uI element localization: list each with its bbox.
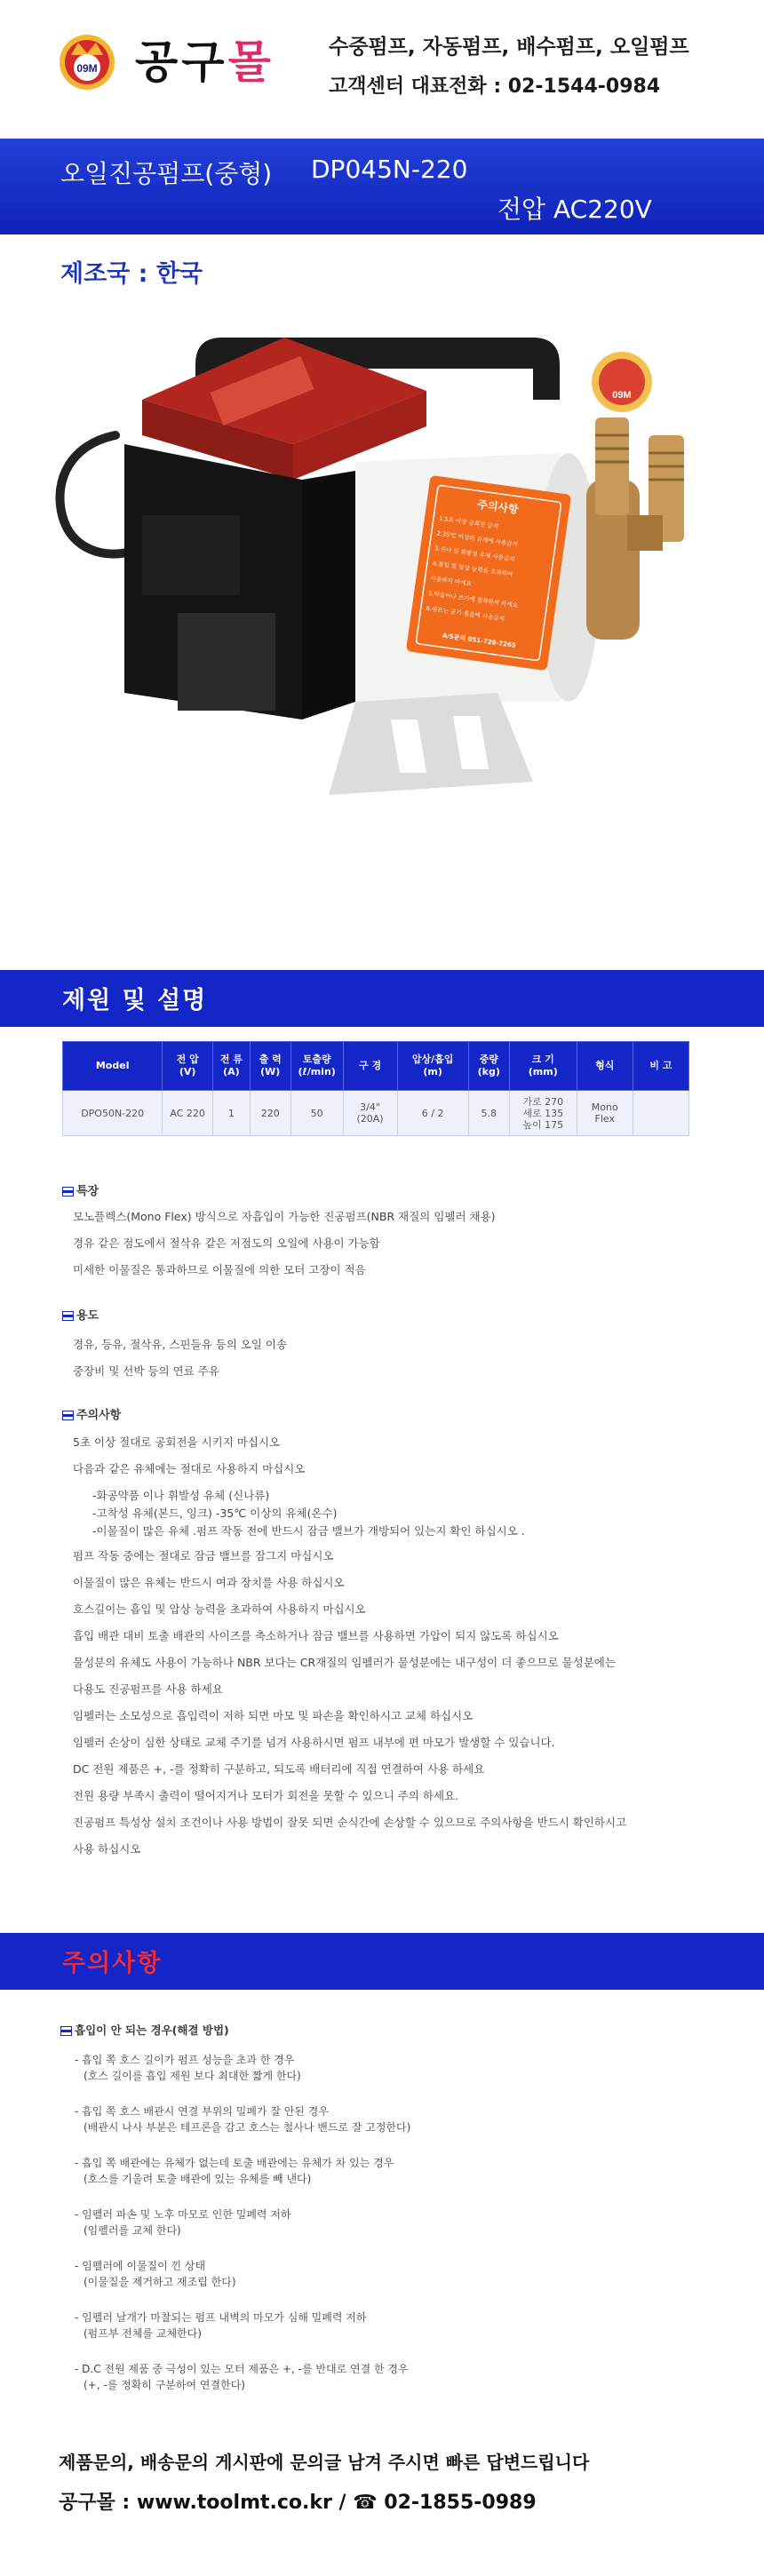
troubleshoot-cause: - D.C 전원 제품 중 극성이 있는 모터 제품은 +, -를 반대로 연결 한 경우 xyxy=(75,2363,409,2375)
spec-cell xyxy=(343,1091,397,1136)
spec-header xyxy=(250,1042,290,1091)
spec-header-line: 전 압 xyxy=(176,1053,199,1065)
troubleshoot-cause: - 흡입 쪽 호스 배관시 연결 부위의 밀폐가 잘 안된 경우 xyxy=(75,2105,329,2118)
spec-table xyxy=(62,1041,689,1136)
label-line: 3.신나 및 휘발성 유체 사용금지 xyxy=(434,545,516,563)
notes-line: 흡입 배관 대비 토출 배관의 사이즈를 축소하거나 잠금 밸브를 사용하면 가압이 되지 않도록 하십시오 xyxy=(73,1629,559,1642)
header-phone: 고객센터 대표전화 : 02-1544-0984 xyxy=(329,76,661,98)
footer-contact[interactable]: 공구몰 : www.toolmt.co.kr / ☎ 02-1855-0989 xyxy=(59,2492,537,2514)
notes-line: 호스길이는 흡입 및 압상 능력을 초과하여 사용하지 마십시오 xyxy=(73,1602,366,1616)
spec-header-line: 비 고 xyxy=(649,1060,672,1071)
spec-cell-line: Flex xyxy=(594,1113,615,1125)
troubleshoot-solution: (배관시 나사 부분은 테프론을 감고 호스는 철사나 밴드로 잘 고정한다) xyxy=(84,2121,411,2134)
features-line: 모노플렉스(Mono Flex) 방식으로 자흡입이 가능한 진공펌프(NBR 재질의 임펠러 채용) xyxy=(73,1210,496,1223)
troubleshoot-solution: (+, -를 정확히 구분하여 연결한다) xyxy=(84,2379,245,2391)
spec-header xyxy=(397,1042,468,1091)
troubleshoot-solution: (임펠러를 교체 한다) xyxy=(84,2224,181,2237)
spec-cell-line: 6 / 2 xyxy=(421,1107,444,1119)
notes-line: 물성분의 유체도 사용이 가능하나 NBR 보다는 CR재질의 임펠러가 물성분에는 내구성이 더 좋으므로 물성분에는 xyxy=(73,1656,616,1669)
troubleshoot-cause: - 흡입 쪽 호스 길이가 펌프 성능을 초과 한 경우 xyxy=(75,2054,295,2066)
product-model: DP045N-220 xyxy=(311,155,468,184)
notes-line: -고착성 유체(본드, 잉크) -35℃ 이상의 유체(온수) xyxy=(92,1507,338,1520)
troubleshoot-cause: - 임펠러에 이물질이 낀 상태 xyxy=(75,2260,206,2272)
spec-header-row xyxy=(63,1042,689,1091)
spec-header-line: 구 경 xyxy=(359,1060,382,1071)
spec-cell-line: 높이 175 xyxy=(522,1118,564,1131)
spec-header xyxy=(509,1042,577,1091)
spec-header-line: 크 기 xyxy=(531,1053,554,1065)
spec-cell-line: 50 xyxy=(310,1107,323,1119)
spec-header-line: Model xyxy=(95,1060,130,1071)
product-voltage: 전압 AC220V xyxy=(497,195,652,224)
troubleshoot-solution: (호스를 기울려 토출 배관에 있는 유체를 빼 낸다) xyxy=(84,2173,312,2185)
notes-line: 이물질이 많은 유체는 반드시 여과 장치를 사용 하십시오 xyxy=(73,1576,345,1589)
caution-section-title: 주의사항 xyxy=(62,1950,163,1977)
label-line: 4.흡입 및 압상 능력을 초과하여 xyxy=(432,560,513,578)
bullet-icon xyxy=(62,1187,74,1197)
spec-header-line: (mm) xyxy=(528,1066,558,1077)
brand-name-part2: 몰 xyxy=(227,36,275,88)
features-heading xyxy=(62,1181,99,1198)
spec-cell xyxy=(290,1091,343,1136)
spec-cell-line: 가로 270 xyxy=(522,1095,564,1108)
troubleshoot-cause: - 임펠러 파손 및 노후 마모로 인한 밀폐력 저하 xyxy=(75,2208,291,2221)
troubleshoot-solution: (이물질을 제거하고 재조립 한다) xyxy=(84,2276,236,2288)
spec-header-line: (ℓ/min) xyxy=(298,1066,336,1077)
troubleshoot-cause: - 임펠러 날개가 마찰되는 펌프 내벽의 마모가 심해 밀폐력 저하 xyxy=(75,2311,367,2324)
spec-cell xyxy=(250,1091,290,1136)
spec-cell-line: (20A) xyxy=(356,1113,384,1125)
spec-header xyxy=(468,1042,509,1091)
spec-cell xyxy=(577,1091,633,1136)
header-tagline: 수중펌프, 자동펌프, 배수펌프, 오일펌프 xyxy=(329,36,689,59)
usage-line: 경유, 등유, 절삭유, 스핀들유 등의 오일 이송 xyxy=(73,1338,288,1351)
spec-header-line: (kg) xyxy=(477,1066,500,1077)
spec-data-row xyxy=(63,1091,689,1136)
spec-header-line: 중량 xyxy=(479,1053,498,1065)
notes-line: 다음과 같은 유체에는 절대로 사용하지 마십시오 xyxy=(73,1462,306,1475)
logo-text: 09M xyxy=(76,62,98,75)
notes-line: 사용 하십시오 xyxy=(73,1842,141,1856)
troubleshoot-solution: (펌프부 전체를 교체한다) xyxy=(84,2327,202,2340)
spec-cell-line: Mono xyxy=(591,1101,618,1113)
spec-cell xyxy=(163,1091,213,1136)
spec-cell-line: 세로 135 xyxy=(522,1107,564,1119)
spec-header xyxy=(213,1042,251,1091)
label-title: 주의사항 xyxy=(476,497,520,516)
notes-line: 임펠러는 소모성으로 흡입력이 저하 되면 마모 및 파손을 확인하시고 교체 하십시오 xyxy=(73,1709,474,1722)
spec-header-line: (A) xyxy=(223,1066,240,1077)
footer-inquiry: 제품문의, 배송문의 게시판에 문의글 남겨 주시면 빠른 답변드립니다 xyxy=(59,2452,590,2473)
spec-header xyxy=(343,1042,397,1091)
notes-line: 진공펌프 특성상 설치 조건이나 사용 방법이 잘못 되면 순식간에 손상할 수 있으므로 주의사항을 반드시 확인하시고 xyxy=(73,1816,627,1829)
spec-cell-line: 5.8 xyxy=(481,1107,497,1119)
spec-header xyxy=(633,1042,688,1091)
origin-country: 제조국 : 한국 xyxy=(60,260,203,288)
troubleshoot-heading-text: 흡입이 안 되는 경우(해결 방법) xyxy=(75,2023,229,2037)
spec-header-line: 토출량 xyxy=(302,1053,331,1065)
notes-line: -이물질이 많은 유체 .펌프 작동 전에 반드시 잠금 밸브가 개방되어 있는지 확인 하십시오 . xyxy=(92,1524,525,1538)
spec-cell-line: 3/4" xyxy=(360,1101,380,1113)
bullet-icon xyxy=(62,1311,74,1321)
notes-heading-text: 주의사항 xyxy=(76,1409,122,1422)
spec-header xyxy=(163,1042,213,1091)
spec-cell xyxy=(468,1091,509,1136)
bullet-icon xyxy=(62,1411,74,1420)
spec-header-line: 형식 xyxy=(595,1060,615,1071)
notes-line: 펌프 작동 중에는 절대로 잠금 밸브를 잠그지 마십시오 xyxy=(73,1549,334,1562)
spec-cell xyxy=(509,1091,577,1136)
label-line: 사용하지 마세요 xyxy=(429,574,473,588)
spec-header-line: 압상/흡입 xyxy=(411,1053,454,1065)
features-heading-text: 특장 xyxy=(76,1185,99,1198)
notes-line: 전원 용량 부족시 출력이 떨어지거나 모터가 회전을 못할 수 있으니 주의 하세요. xyxy=(73,1789,459,1802)
usage-heading-text: 용도 xyxy=(76,1309,99,1323)
product-title: 오일진공펌프(중형) xyxy=(60,159,273,188)
label-line: 5.박을이나 쓰기에 접촉하지 마세요 xyxy=(427,589,519,609)
spec-header-line: (V) xyxy=(179,1066,196,1077)
spec-header-line: 출 력 xyxy=(259,1053,282,1065)
spec-cell-line: DPO50N-220 xyxy=(81,1107,145,1119)
company-logo xyxy=(59,34,115,91)
notes-heading xyxy=(62,1405,121,1422)
spec-header-line: (W) xyxy=(260,1066,281,1077)
notes-line: 다용도 진공펌프를 사용 하세요 xyxy=(73,1682,223,1696)
spec-cell-line: AC 220 xyxy=(170,1107,205,1119)
pump-photo xyxy=(36,302,728,817)
brand-name-part1: 공구 xyxy=(135,36,228,88)
troubleshoot-heading xyxy=(60,2022,229,2038)
spec-cell xyxy=(397,1091,468,1136)
usage-line: 중장비 및 선박 등의 연료 주유 xyxy=(73,1364,219,1378)
usage-heading xyxy=(62,1306,99,1323)
brand-name[interactable] xyxy=(135,27,275,91)
features-line: 경유 같은 점도에서 절삭유 같은 저점도의 오일에 사용이 가능함 xyxy=(73,1236,380,1250)
bullet-icon xyxy=(60,2026,72,2036)
photo-badge: 09M xyxy=(612,390,632,401)
spec-cell xyxy=(213,1091,251,1136)
spec-header xyxy=(577,1042,633,1091)
spec-section-title: 제원 및 설명 xyxy=(62,987,208,1014)
label-line: 6.펌프는 공기 흡을에 사용금지 xyxy=(426,604,505,623)
notes-line: -화공약품 이나 휘발성 유체 (신나류) xyxy=(92,1489,270,1502)
features-line: 미세한 이물질은 통과하므로 이물질에 의한 모터 고장이 적음 xyxy=(73,1263,366,1276)
label-line: 1.5초 이상 공회전 금지 xyxy=(438,514,499,530)
spec-header-line: (m) xyxy=(423,1066,442,1077)
troubleshoot-solution: (호스 길이를 흡입 제원 보다 최대한 짧게 한다) xyxy=(84,2070,301,2082)
notes-line: 5초 이상 절대로 공회전을 시키지 마십시오 xyxy=(73,1435,281,1449)
notes-line: 임펠러 손상이 심한 상태로 교체 주기를 넘겨 사용하시면 펌프 내부에 편 마모가 발생할 수 있습니다. xyxy=(73,1736,555,1749)
spec-header-line: 전 류 xyxy=(219,1053,243,1065)
troubleshoot-cause: - 흡입 쪽 배관에는 유체가 없는데 토출 배관에는 유체가 차 있는 경우 xyxy=(75,2157,394,2169)
spec-cell-line: 220 xyxy=(260,1107,280,1119)
label-footer: A/S문의 051-728-7265 xyxy=(442,632,517,650)
spec-cell-line: 1 xyxy=(227,1107,235,1119)
spec-cell xyxy=(633,1091,688,1136)
spec-header xyxy=(290,1042,343,1091)
spec-header xyxy=(63,1042,163,1091)
spec-cell xyxy=(63,1091,163,1136)
notes-line: DC 전원 제품은 +, -를 정확히 구분하고, 되도록 배터리에 직접 연결하여 사용 하세요 xyxy=(73,1762,485,1776)
label-line: 2.35℃ 이상의 유체에 사용금지 xyxy=(436,529,519,549)
